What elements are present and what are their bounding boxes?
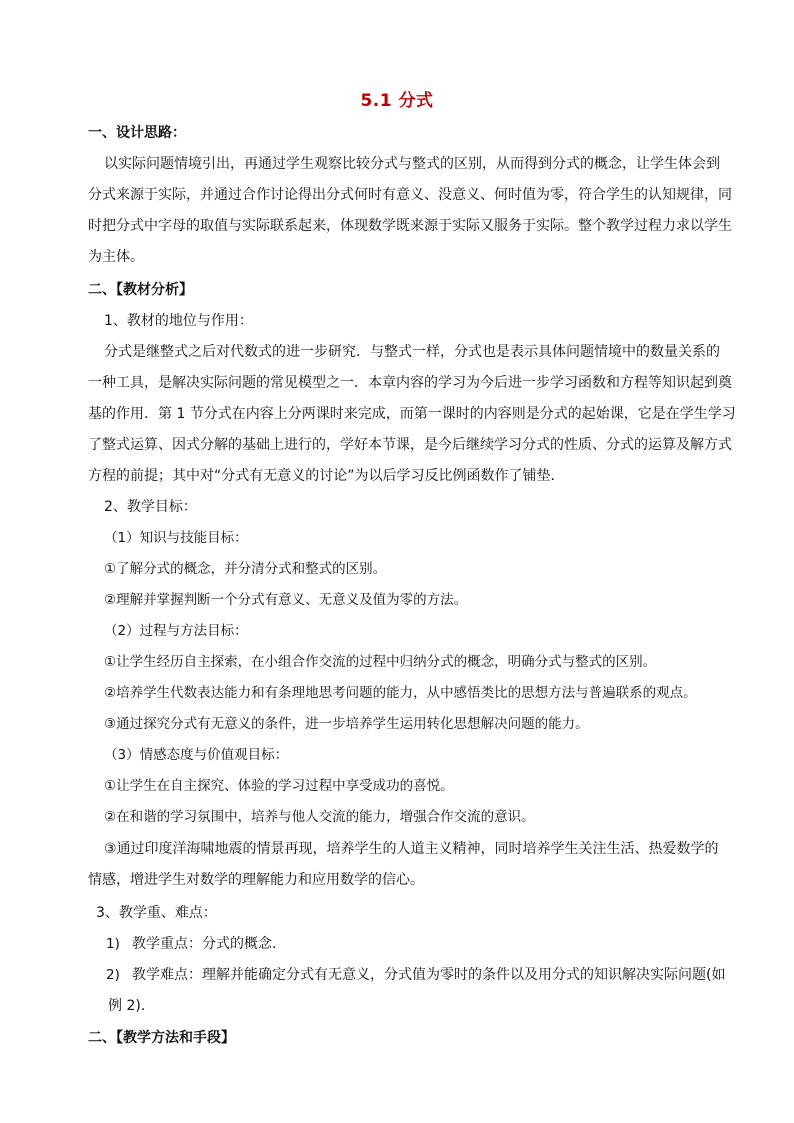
goal-item: ②在和谐的学习氛围中，培养与他人交流的能力，增强合作交流的意识。 (104, 809, 535, 825)
paragraph-line: 一种工具，是解决实际问题的常见模型之一．本章内容的学习为今后进一步学习函数和方程等知识起到奠 (88, 375, 732, 391)
goal-item: ②理解并掌握判断一个分式有意义、无意义及值为零的方法。 (104, 592, 468, 608)
goal-item-continued: 情感，增进学生对数学的理解能力和应用数学的信心。 (88, 872, 424, 888)
paragraph-line: 分式是继整式之后对代数式的进一步研究．与整式一样，分式也是表示具体问题情境中的数量关系的 (104, 344, 720, 360)
section-heading-textbook: 二、【教材分析】 (88, 282, 193, 298)
subheading: 3、教学重、难点： (96, 905, 217, 921)
difficult-point-text: 教学难点：理解并能确定分式有无意义，分式值为零时的条件以及用分式的知识解决实际问题(如 (132, 967, 726, 983)
list-number: 1) (106, 936, 120, 952)
difficult-point-continued: 例 2)． (108, 998, 155, 1014)
subheading: 2、教学目标： (104, 499, 197, 515)
paragraph-line: 分式来源于实际，并通过合作讨论得出分式何时有意义、没意义、何时值为零，符合学生的认知规律，同 (88, 187, 732, 203)
section-heading-design: 一、设计思路： (88, 125, 186, 141)
paragraph-line: 时把分式中字母的取值与实际联系起来，体现数学既来源于实际又服务于实际。整个教学过程力求以学生 (88, 218, 732, 234)
goal-title: （3）情感态度与价值观目标： (104, 747, 289, 763)
goal-item: ①让学生经历自主探索，在小组合作交流的过程中归纳分式的概念，明确分式与整式的区别。 (104, 654, 657, 670)
goal-item: ②培养学生代数表达能力和有条理地思考问题的能力，从中感悟类比的思想方法与普遍联系的观点。 (104, 685, 697, 701)
paragraph-line: 了整式运算、因式分解的基础上进行的，学好本节课，是今后继续学习分式的性质、分式的运算及解方式 (88, 437, 732, 453)
list-number: 2) (106, 967, 120, 983)
paragraph-line: 以实际问题情境引出，再通过学生观察比较分式与整式的区别，从而得到分式的概念，让学生体会到 (104, 156, 720, 172)
goal-item: ①了解分式的概念，并分清分式和整式的区别。 (104, 561, 387, 577)
goal-item: ③通过探究分式有无意义的条件，进一步培养学生运用转化思想解决问题的能力。 (104, 716, 589, 732)
document-title: 5.1 分式 (360, 91, 434, 111)
subheading: 1、教材的地位与作用： (104, 313, 253, 329)
goal-title: （2）过程与方法目标： (104, 623, 248, 639)
paragraph-line: 基的作用．第 1 节分式在内容上分两课时来完成，而第一课时的内容则是分式的起始课，它是在学生学习 (88, 406, 736, 422)
goal-title: （1）知识与技能目标： (104, 530, 248, 546)
key-point-text: 教学重点：分式的概念． (132, 936, 286, 952)
section-heading-methods: 二、【教学方法和手段】 (88, 1030, 235, 1046)
goal-item: ①让学生在自主探究、体验的学习过程中享受成功的喜悦。 (104, 778, 454, 794)
paragraph-line: 为主体。 (88, 249, 144, 265)
paragraph-line: 方程的前提；其中对“分式有无意义的讨论”为以后学习反比例函数作了铺垫． (88, 468, 565, 484)
goal-item: ③通过印度洋海啸地震的情景再现，培养学生的人道主义精神，同时培养学生关注生活、热爱数学的 (104, 841, 719, 857)
